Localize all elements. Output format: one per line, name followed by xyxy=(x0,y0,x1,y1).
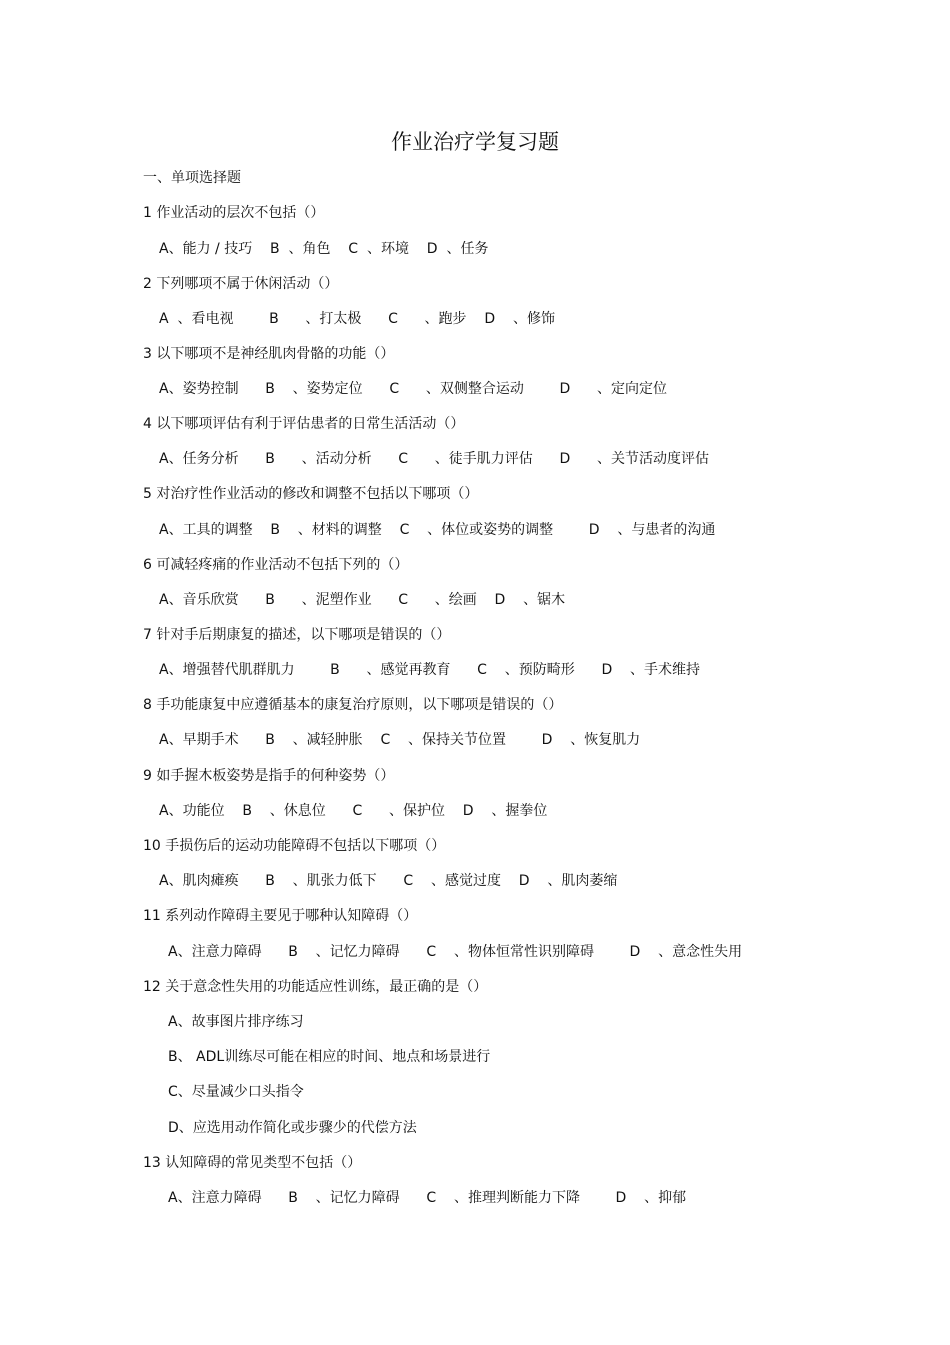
page-title: 作业治疗学复习题 xyxy=(391,130,559,154)
question-options: A、功能位 B 、休息位 C 、保护位 D 、握拳位 xyxy=(159,803,548,819)
question-stem: 12 关于意念性失用的功能适应性训练，最正确的是（） xyxy=(143,979,488,995)
question-options: A 、看电视 B 、打太极 C 、跑步 D 、修饰 xyxy=(159,311,555,327)
question-option-b: B、 ADL训练尽可能在相应的时间、地点和场景进行 xyxy=(168,1049,491,1065)
question-options: A、任务分析 B 、活动分析 C 、徒手肌力评估 D 、关节活动度评估 xyxy=(159,451,709,467)
question-options: A、增强替代肌群肌力 B 、感觉再教育 C 、预防畸形 D 、手术维持 xyxy=(159,662,701,678)
question-options: A、注意力障碍 B 、记忆力障碍 C 、推理判断能力下降 D 、抑郁 xyxy=(168,1190,687,1206)
question-options: A、肌肉瘫痪 B 、肌张力低下 C 、感觉过度 D 、肌肉萎缩 xyxy=(159,873,618,889)
question-stem: 6 可减轻疼痛的作业活动不包括下列的（） xyxy=(143,557,409,573)
question-options: A、姿势控制 B 、姿势定位 C 、双侧整合运动 D 、定向定位 xyxy=(159,381,667,397)
question-options: A、工具的调整 B 、材料的调整 C 、体位或姿势的调整 D 、与患者的沟通 xyxy=(159,522,716,538)
question-options: A、能力 / 技巧 B 、角色 C 、环境 D 、任务 xyxy=(159,241,489,257)
question-stem: 4 以下哪项评估有利于评估患者的日常生活活动（） xyxy=(143,416,465,432)
question-stem: 9 如手握木板姿势是指手的何种姿势（） xyxy=(143,768,395,784)
question-option-a: A、故事图片排序练习 xyxy=(168,1014,304,1030)
question-stem: 10 手损伤后的运动功能障碍不包括以下哪项（） xyxy=(143,838,446,854)
question-stem: 3 以下哪项不是神经肌肉骨骼的功能（） xyxy=(143,346,395,362)
question-stem: 11 系列动作障碍主要见于哪种认知障碍（） xyxy=(143,908,418,924)
question-stem: 7 针对手后期康复的描述，以下哪项是错误的（） xyxy=(143,627,451,643)
question-option-c: C、尽量减少口头指令 xyxy=(168,1084,304,1100)
question-option-d: D、应选用动作简化或步骤少的代偿方法 xyxy=(168,1120,417,1136)
question-options: A、注意力障碍 B 、记忆力障碍 C 、物体恒常性识别障碍 D 、意念性失用 xyxy=(168,944,743,960)
question-stem: 8 手功能康复中应遵循基本的康复治疗原则，以下哪项是错误的（） xyxy=(143,697,563,713)
question-stem: 2 下列哪项不属于休闲活动（） xyxy=(143,276,339,292)
question-stem: 5 对治疗性作业活动的修改和调整不包括以下哪项（） xyxy=(143,486,479,502)
question-options: A、早期手术 B 、减轻肿胀 C 、保持关节位置 D 、恢复肌力 xyxy=(159,732,641,748)
section-heading: 一、单项选择题 xyxy=(143,170,241,186)
question-options: A、音乐欣赏 B 、泥塑作业 C 、绘画 D 、锯木 xyxy=(159,592,566,608)
question-stem: 13 认知障碍的常见类型不包括（） xyxy=(143,1155,362,1171)
question-stem: 1 作业活动的层次不包括（） xyxy=(143,205,325,221)
